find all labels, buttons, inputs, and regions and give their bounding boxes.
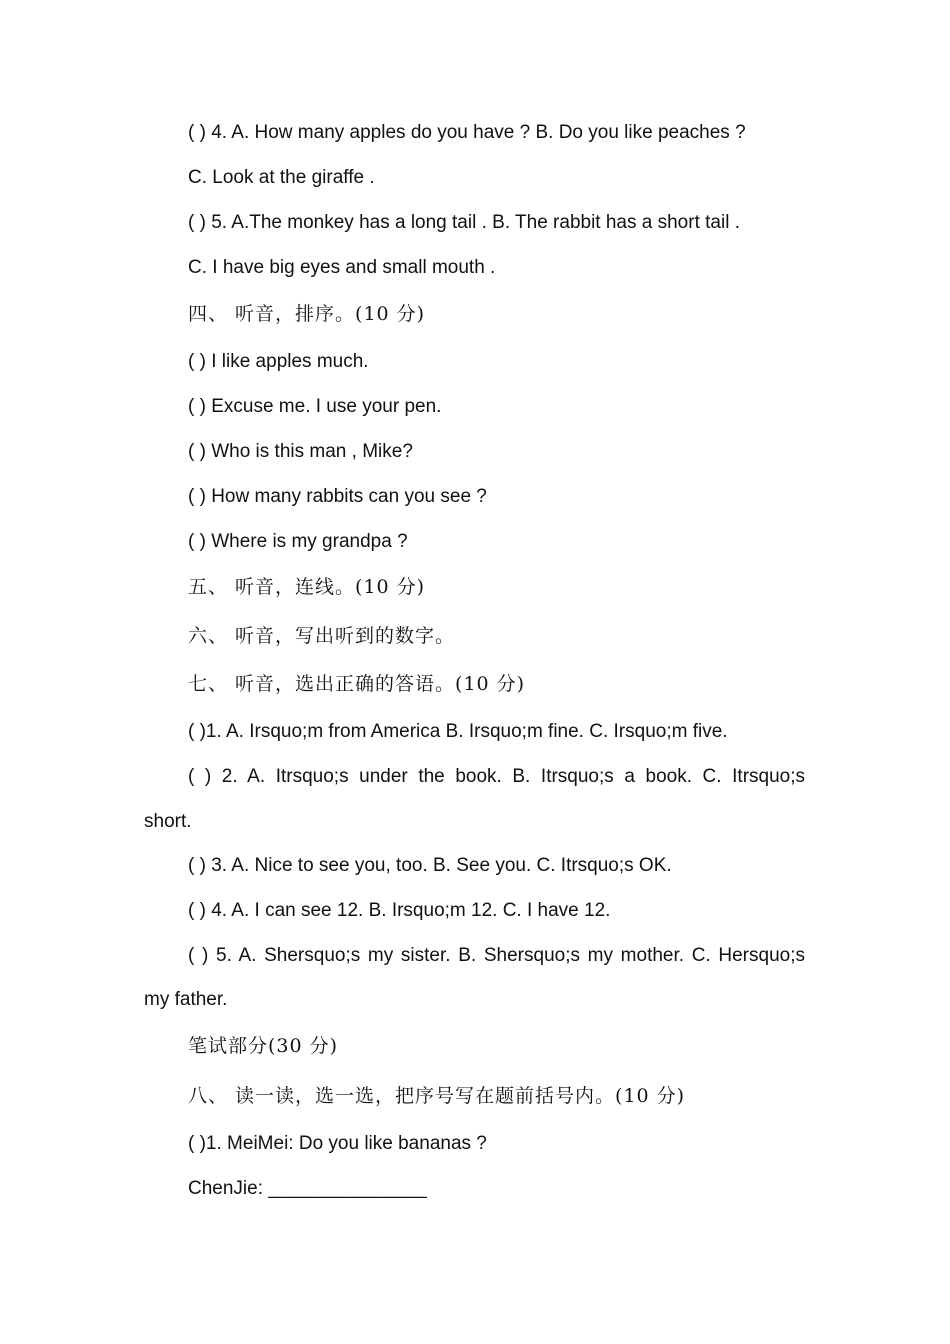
section-4-heading: 四、 听音，排序。(10 分): [188, 303, 426, 325]
order-item-3: ( ) Who is this man , Mike?: [188, 441, 413, 462]
question-5-option-c: C. I have big eyes and small mouth .: [188, 257, 496, 278]
answer-question-1: ( )1. A. Irsquo;m from America B. Irsquo;m fine. C. Irsquo;m five.: [188, 721, 728, 742]
order-item-4: ( ) How many rabbits can you see ?: [188, 486, 487, 507]
order-item-2: ( ) Excuse me. I use your pen.: [188, 396, 442, 417]
section-5-heading: 五、 听音，连线。(10 分): [188, 576, 426, 598]
section-7-heading: 七、 听音，选出正确的答语。(10 分): [188, 673, 526, 695]
answer-question-3: ( ) 3. A. Nice to see you, too. B. See you. C. Itrsquo;s OK.: [188, 855, 672, 876]
question-4-option-c: C. Look at the giraffe .: [188, 167, 375, 188]
answer-question-2: ( ) 2. A. Itrsquo;s under the book. B. Itrsquo;s a book. C. Itrsquo;s: [188, 766, 805, 787]
order-item-1: ( ) I like apples much.: [188, 351, 369, 372]
question-4-options: ( ) 4. A. How many apples do you have ? B. Do you like peaches ?: [188, 122, 746, 143]
answer-question-5-continued: my father.: [144, 989, 228, 1010]
section-8-heading: 八、 读一读，选一选，把序号写在题前括号内。(10 分): [188, 1085, 686, 1107]
dialogue-question-1: ( )1. MeiMei: Do you like bananas ?: [188, 1133, 487, 1154]
dialogue-answer-blank: ChenJie: _______________: [188, 1178, 427, 1199]
answer-question-5: ( ) 5. A. Shersquo;s my sister. B. Shersquo;s my mother. C. Hersquo;s: [188, 945, 805, 966]
question-5-options: ( ) 5. A.The monkey has a long tail . B. The rabbit has a short tail .: [188, 212, 740, 233]
written-part-heading: 笔试部分(30 分): [188, 1035, 339, 1057]
answer-question-4: ( ) 4. A. I can see 12. B. Irsquo;m 12. C. I have 12.: [188, 900, 611, 921]
answer-question-2-continued: short.: [144, 811, 192, 832]
section-6-heading: 六、 听音，写出听到的数字。: [188, 625, 456, 647]
order-item-5: ( ) Where is my grandpa ?: [188, 531, 408, 552]
